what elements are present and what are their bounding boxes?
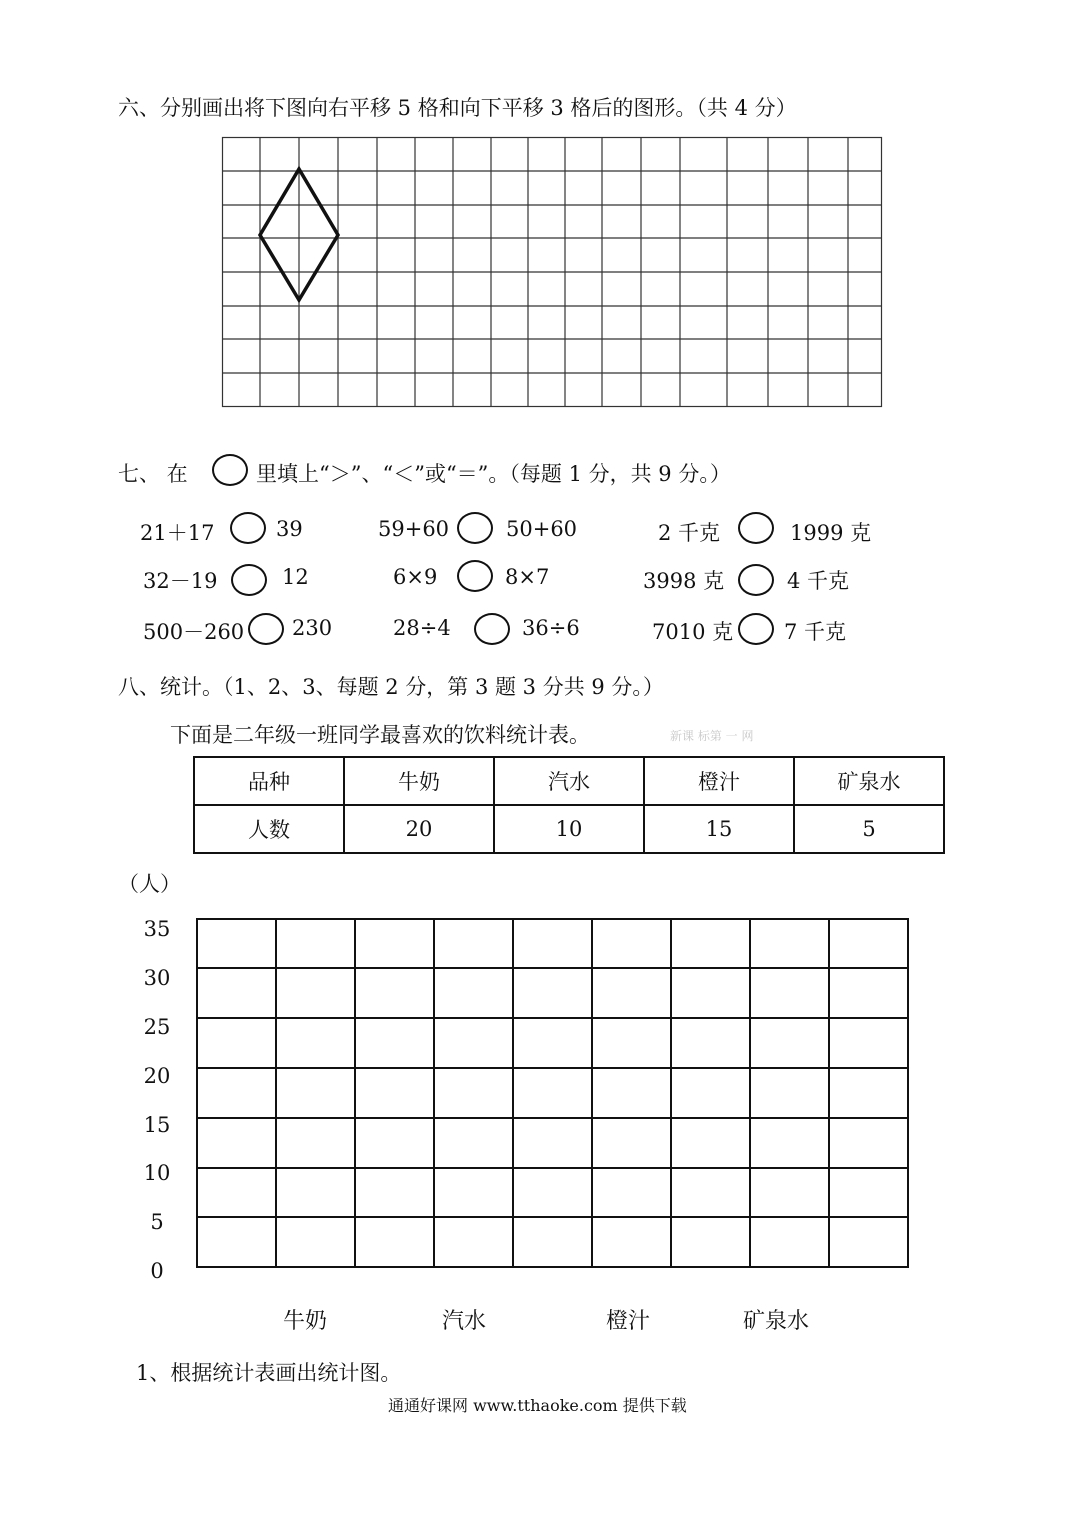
q8-intro: 下面是二年级一班同学最喜欢的饮料统计表。 — [170, 723, 590, 747]
page-footer: 通通好课网 www.tthaoke.com 提供下载 — [388, 1396, 687, 1415]
q6-title: 六、分别画出将下图向右平移 5 格和向下平移 3 格后的图形。（共 4 分） — [118, 96, 797, 120]
y-tick-label: 15 — [143, 1113, 171, 1137]
table-cell: 品种 — [194, 757, 344, 805]
table-cell: 牛奶 — [344, 757, 494, 805]
q7-item-9-left: 7010 克 — [652, 620, 734, 644]
q7-item-9-answer-circle[interactable] — [738, 613, 774, 645]
title-circle-icon — [212, 454, 248, 486]
q7-item-7-answer-circle[interactable] — [248, 613, 284, 645]
table-cell: 矿泉水 — [794, 757, 944, 805]
q7-item-6-answer-circle[interactable] — [738, 564, 774, 596]
q7-item-1-answer-circle[interactable] — [230, 512, 266, 544]
q7-item-2-right: 50+60 — [506, 517, 578, 541]
q7-item-6-right: 4 千克 — [787, 569, 850, 593]
y-tick-label: 20 — [143, 1064, 171, 1088]
table-cell: 汽水 — [494, 757, 644, 805]
q7-item-6-left: 3998 克 — [643, 569, 725, 593]
y-tick-label: 30 — [143, 966, 171, 990]
q7-item-4-right: 12 — [282, 565, 309, 589]
q7-item-2-left: 59+60 — [378, 517, 450, 541]
q7-item-7-right: 230 — [292, 616, 333, 640]
table-cell: 人数 — [194, 805, 344, 853]
q8-subquestion-1: 1、根据统计表画出统计图。 — [136, 1361, 402, 1385]
q7-item-1-right: 39 — [276, 517, 303, 541]
table-row — [194, 757, 944, 805]
table-cell: 10 — [494, 805, 644, 853]
q7-title-prefix: 七、 在 — [118, 462, 188, 486]
q7-item-4-left: 32－19 — [143, 569, 218, 593]
q7-item-5-left: 6×9 — [393, 565, 438, 589]
y-tick-label: 10 — [143, 1161, 171, 1185]
q7-item-8-left: 28÷4 — [393, 616, 451, 640]
x-category-label: 矿泉水 — [743, 1309, 810, 1334]
q7-item-3-left: 2 千克 — [658, 521, 721, 545]
translation-grid — [222, 137, 882, 407]
table-cell: 橙汁 — [644, 757, 794, 805]
drink-stats-table — [193, 756, 945, 854]
chart-unit-label: （人） — [118, 872, 181, 896]
blank-chart-grid[interactable] — [196, 918, 909, 1268]
y-tick-label: 5 — [150, 1210, 164, 1234]
q7-item-4-answer-circle[interactable] — [231, 564, 267, 596]
y-tick-label: 35 — [143, 917, 171, 941]
table-row — [194, 805, 944, 853]
q7-item-3-answer-circle[interactable] — [738, 512, 774, 544]
q7-item-5-right: 8×7 — [505, 565, 550, 589]
q7-item-9-right: 7 千克 — [784, 620, 847, 644]
q7-item-7-left: 500－260 — [143, 620, 245, 644]
y-tick-label: 0 — [150, 1259, 164, 1283]
q7-item-8-answer-circle[interactable] — [474, 613, 510, 645]
x-category-label: 橙汁 — [606, 1309, 651, 1334]
q7-item-3-right: 1999 克 — [790, 521, 872, 545]
q8-title: 八、统计。（1、2、3、每题 2 分，第 3 题 3 分共 9 分。） — [118, 675, 664, 699]
x-category-label: 汽水 — [442, 1309, 487, 1334]
q7-item-8-right: 36÷6 — [522, 616, 580, 640]
q7-item-1-left: 21＋17 — [140, 521, 215, 545]
q7-title-suffix: 里填上“＞”、“＜”或“＝”。（每题 1 分，共 9 分。） — [256, 462, 731, 486]
q7-item-2-answer-circle[interactable] — [457, 512, 493, 544]
table-cell: 15 — [644, 805, 794, 853]
table-cell: 20 — [344, 805, 494, 853]
table-cell: 5 — [794, 805, 944, 853]
x-category-label: 牛奶 — [283, 1309, 328, 1334]
watermark-text: 新课 标第 一 网 — [670, 729, 754, 743]
y-tick-label: 25 — [143, 1015, 171, 1039]
q7-item-5-answer-circle[interactable] — [457, 560, 493, 592]
